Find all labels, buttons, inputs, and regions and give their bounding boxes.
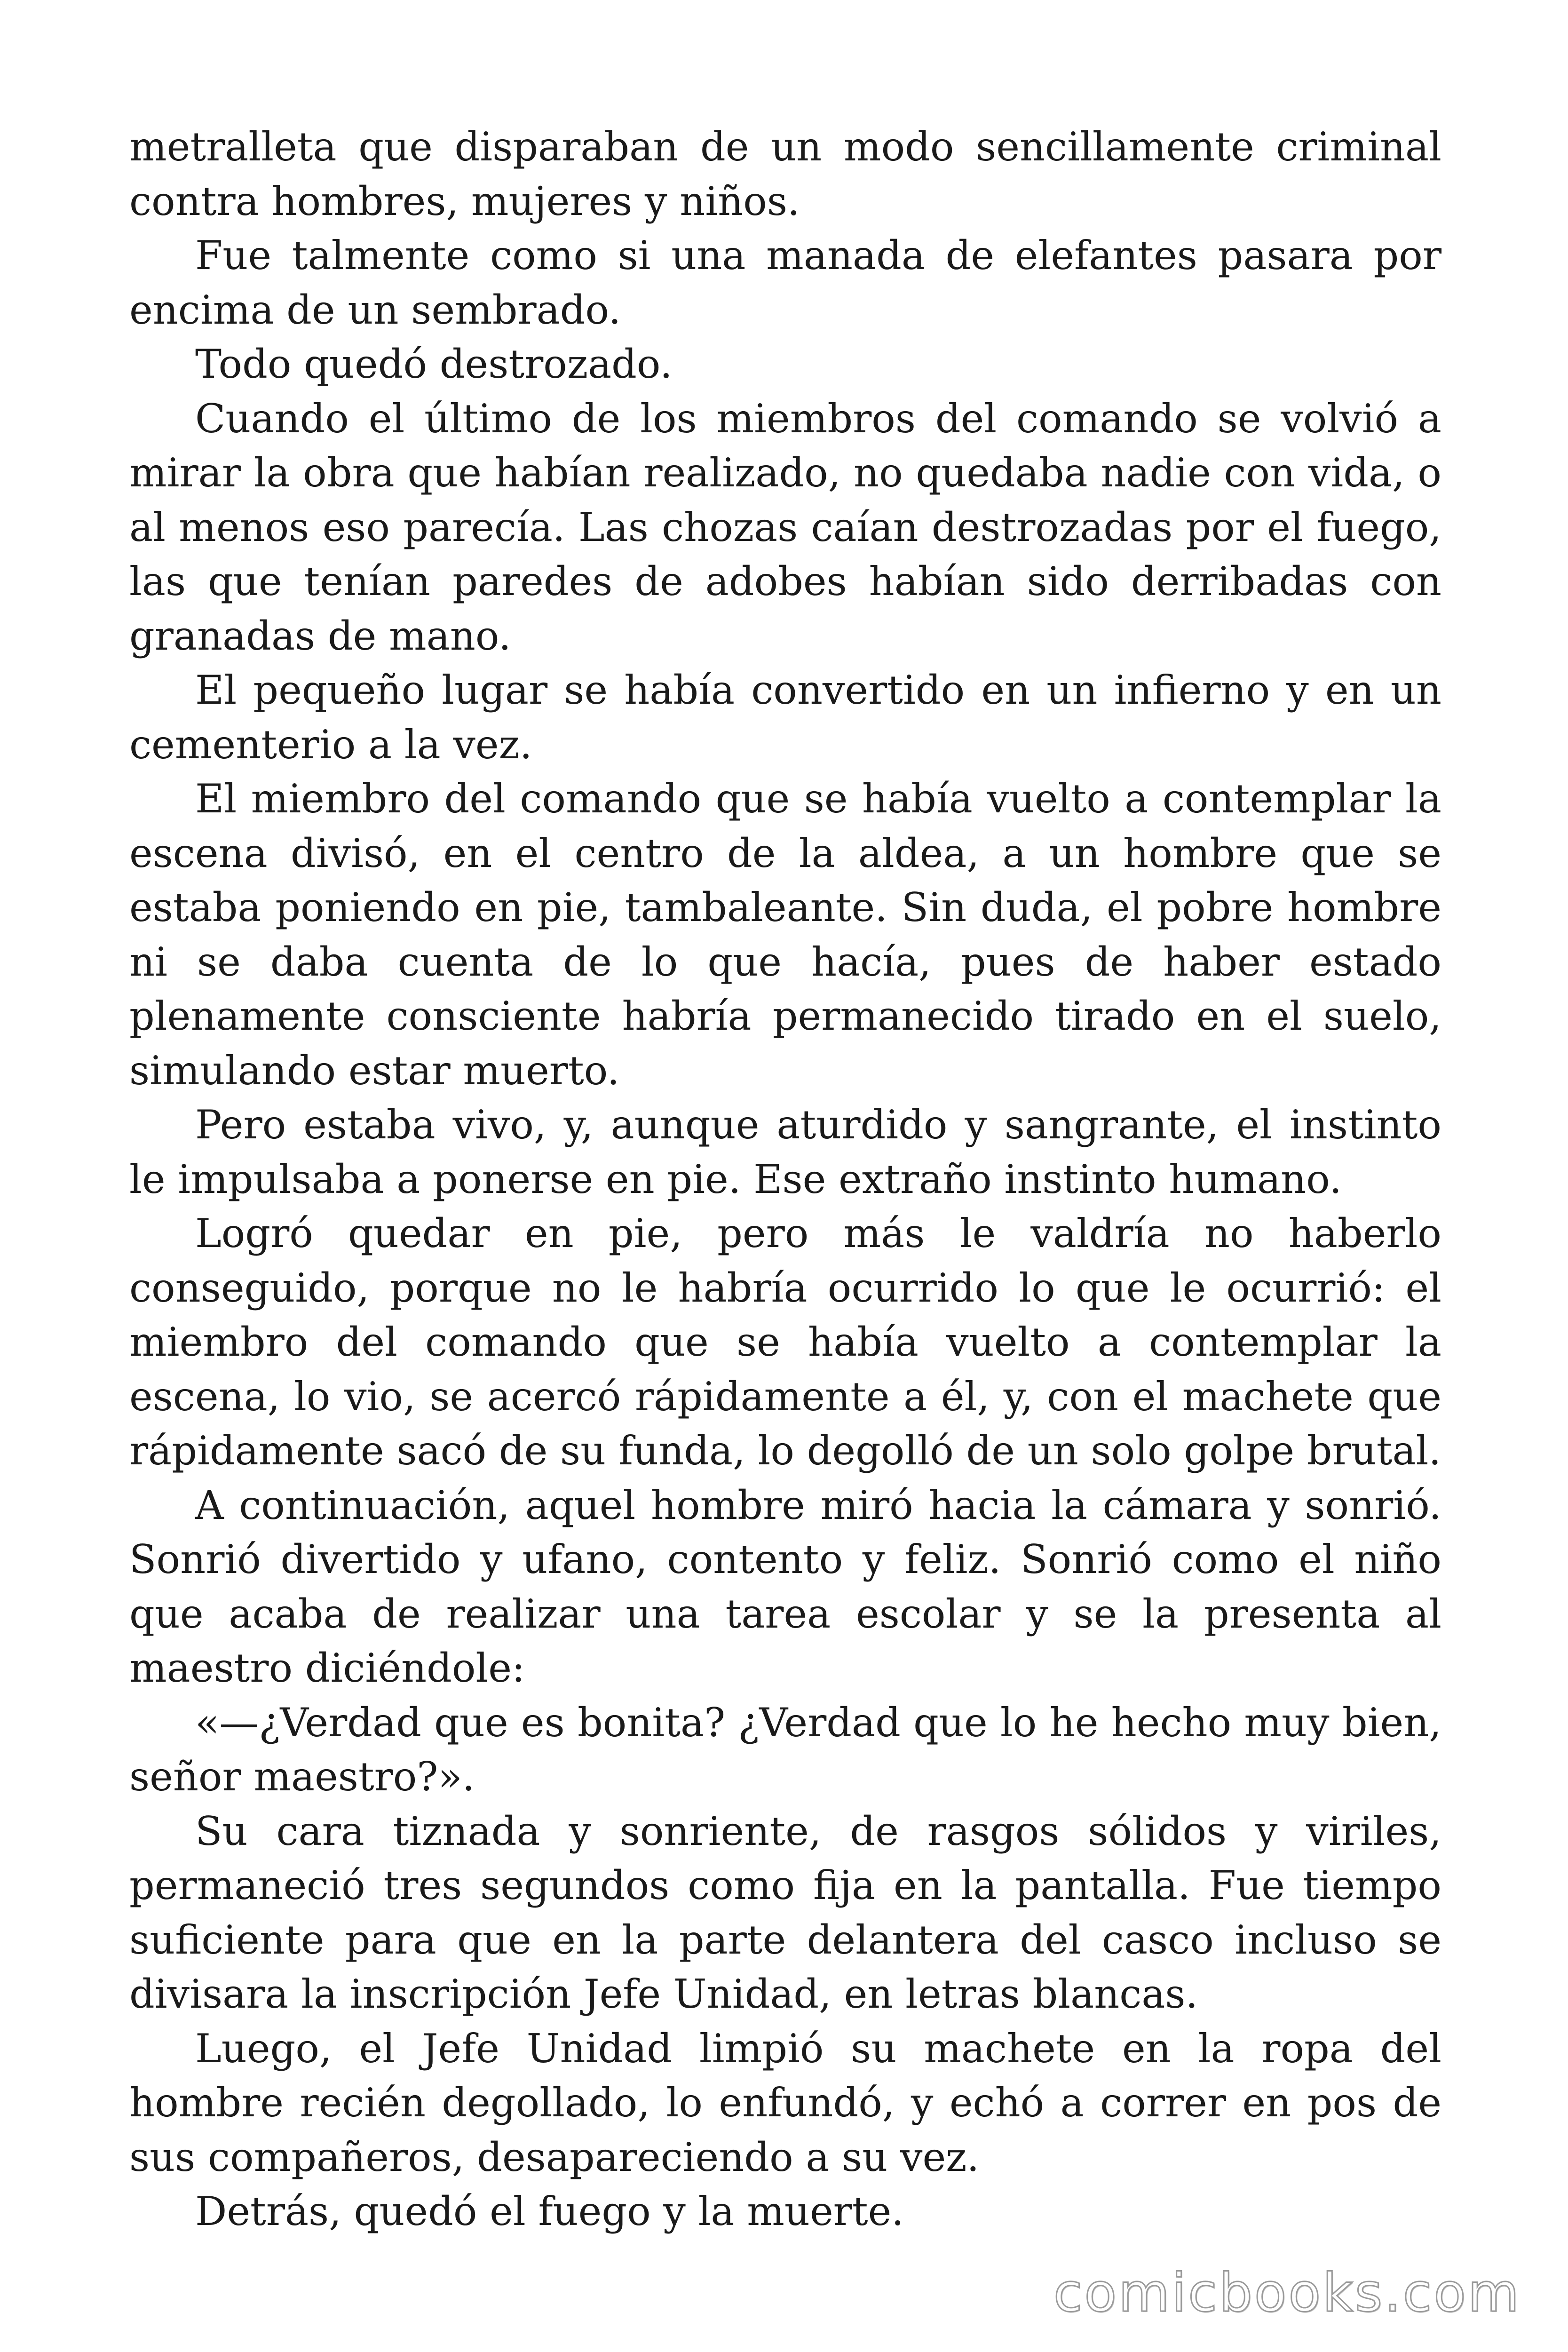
paragraph-1: metralleta que disparaban de un modo sencillamente criminal contra hombres, mujeres y niños. <box>129 124 1441 224</box>
paragraph-12: Luego, el Jefe Unidad limpió su machete en la ropa del hombre recién degollado, lo enfundó, y echó a correr en pos de sus compañeros, desapareciendo a su vez. <box>129 2025 1441 2180</box>
watermark: comicbooks.com <box>1053 2263 1521 2324</box>
paragraph-10: «—¿Verdad que es bonita? ¿Verdad que lo he hecho muy bien, señor maestro?». <box>129 1699 1441 1800</box>
paragraph-8: Logró quedar en pie, pero más le valdría no haberlo conseguido, porque no le habría ocurrido lo que le ocurrió: el miembro del comando que se había vuelto a contemplar la escena, lo vio, se acercó rápidamente a él, y, con el machete que rápidamente sacó de su funda, lo degolló de un solo golpe brutal. <box>129 1210 1441 1474</box>
paragraph-4: Cuando el último de los miembros del comando se volvió a mirar la obra que habían realizado, no quedaba nadie con vida, o al menos eso parecía. Las chozas caían destrozadas por el fuego, las que tenían paredes de adobes habían sido derribadas con granadas de mano. <box>129 395 1441 659</box>
paragraph-5: El pequeño lugar se había convertido en un infierno y en un cementerio a la vez. <box>129 667 1441 768</box>
paragraph-6: El miembro del comando que se había vuelto a contemplar la escena divisó, en el centro de la aldea, a un hombre que se estaba poniendo en pie, tambaleante. Sin duda, el pobre hombre ni se daba cuenta de lo que hacía, pues de haber estado plenamente consciente habría permanecido tirado en el suelo, simulando estar muerto. <box>129 776 1441 1094</box>
paragraph-9: A continuación, aquel hombre miró hacia la cámara y sonrió. Sonrió divertido y ufano, contento y feliz. Sonrió como el niño que acaba de realizar una tarea escolar y se la presenta al maestro diciéndole: <box>129 1482 1441 1691</box>
page-body <box>129 120 1441 2239</box>
paragraph-11: Su cara tiznada y sonriente, de rasgos sólidos y viriles, permaneció tres segundos como fija en la pantalla. Fue tiempo suficiente para que en la parte delantera del casco incluso se divisara la inscripción Jefe Unidad, en letras blancas. <box>129 1808 1441 2017</box>
paragraph-3: Todo quedó destrozado. <box>195 341 673 387</box>
paragraph-7: Pero estaba vivo, y, aunque aturdido y sangrante, el instinto le impulsaba a ponerse en pie. Ese extraño instinto humano. <box>129 1102 1441 1202</box>
paragraph-13: Detrás, quedó el fuego y la muerte. <box>195 2188 904 2234</box>
paragraph-2: Fue talmente como si una manada de elefantes pasara por encima de un sembrado. <box>129 232 1441 333</box>
